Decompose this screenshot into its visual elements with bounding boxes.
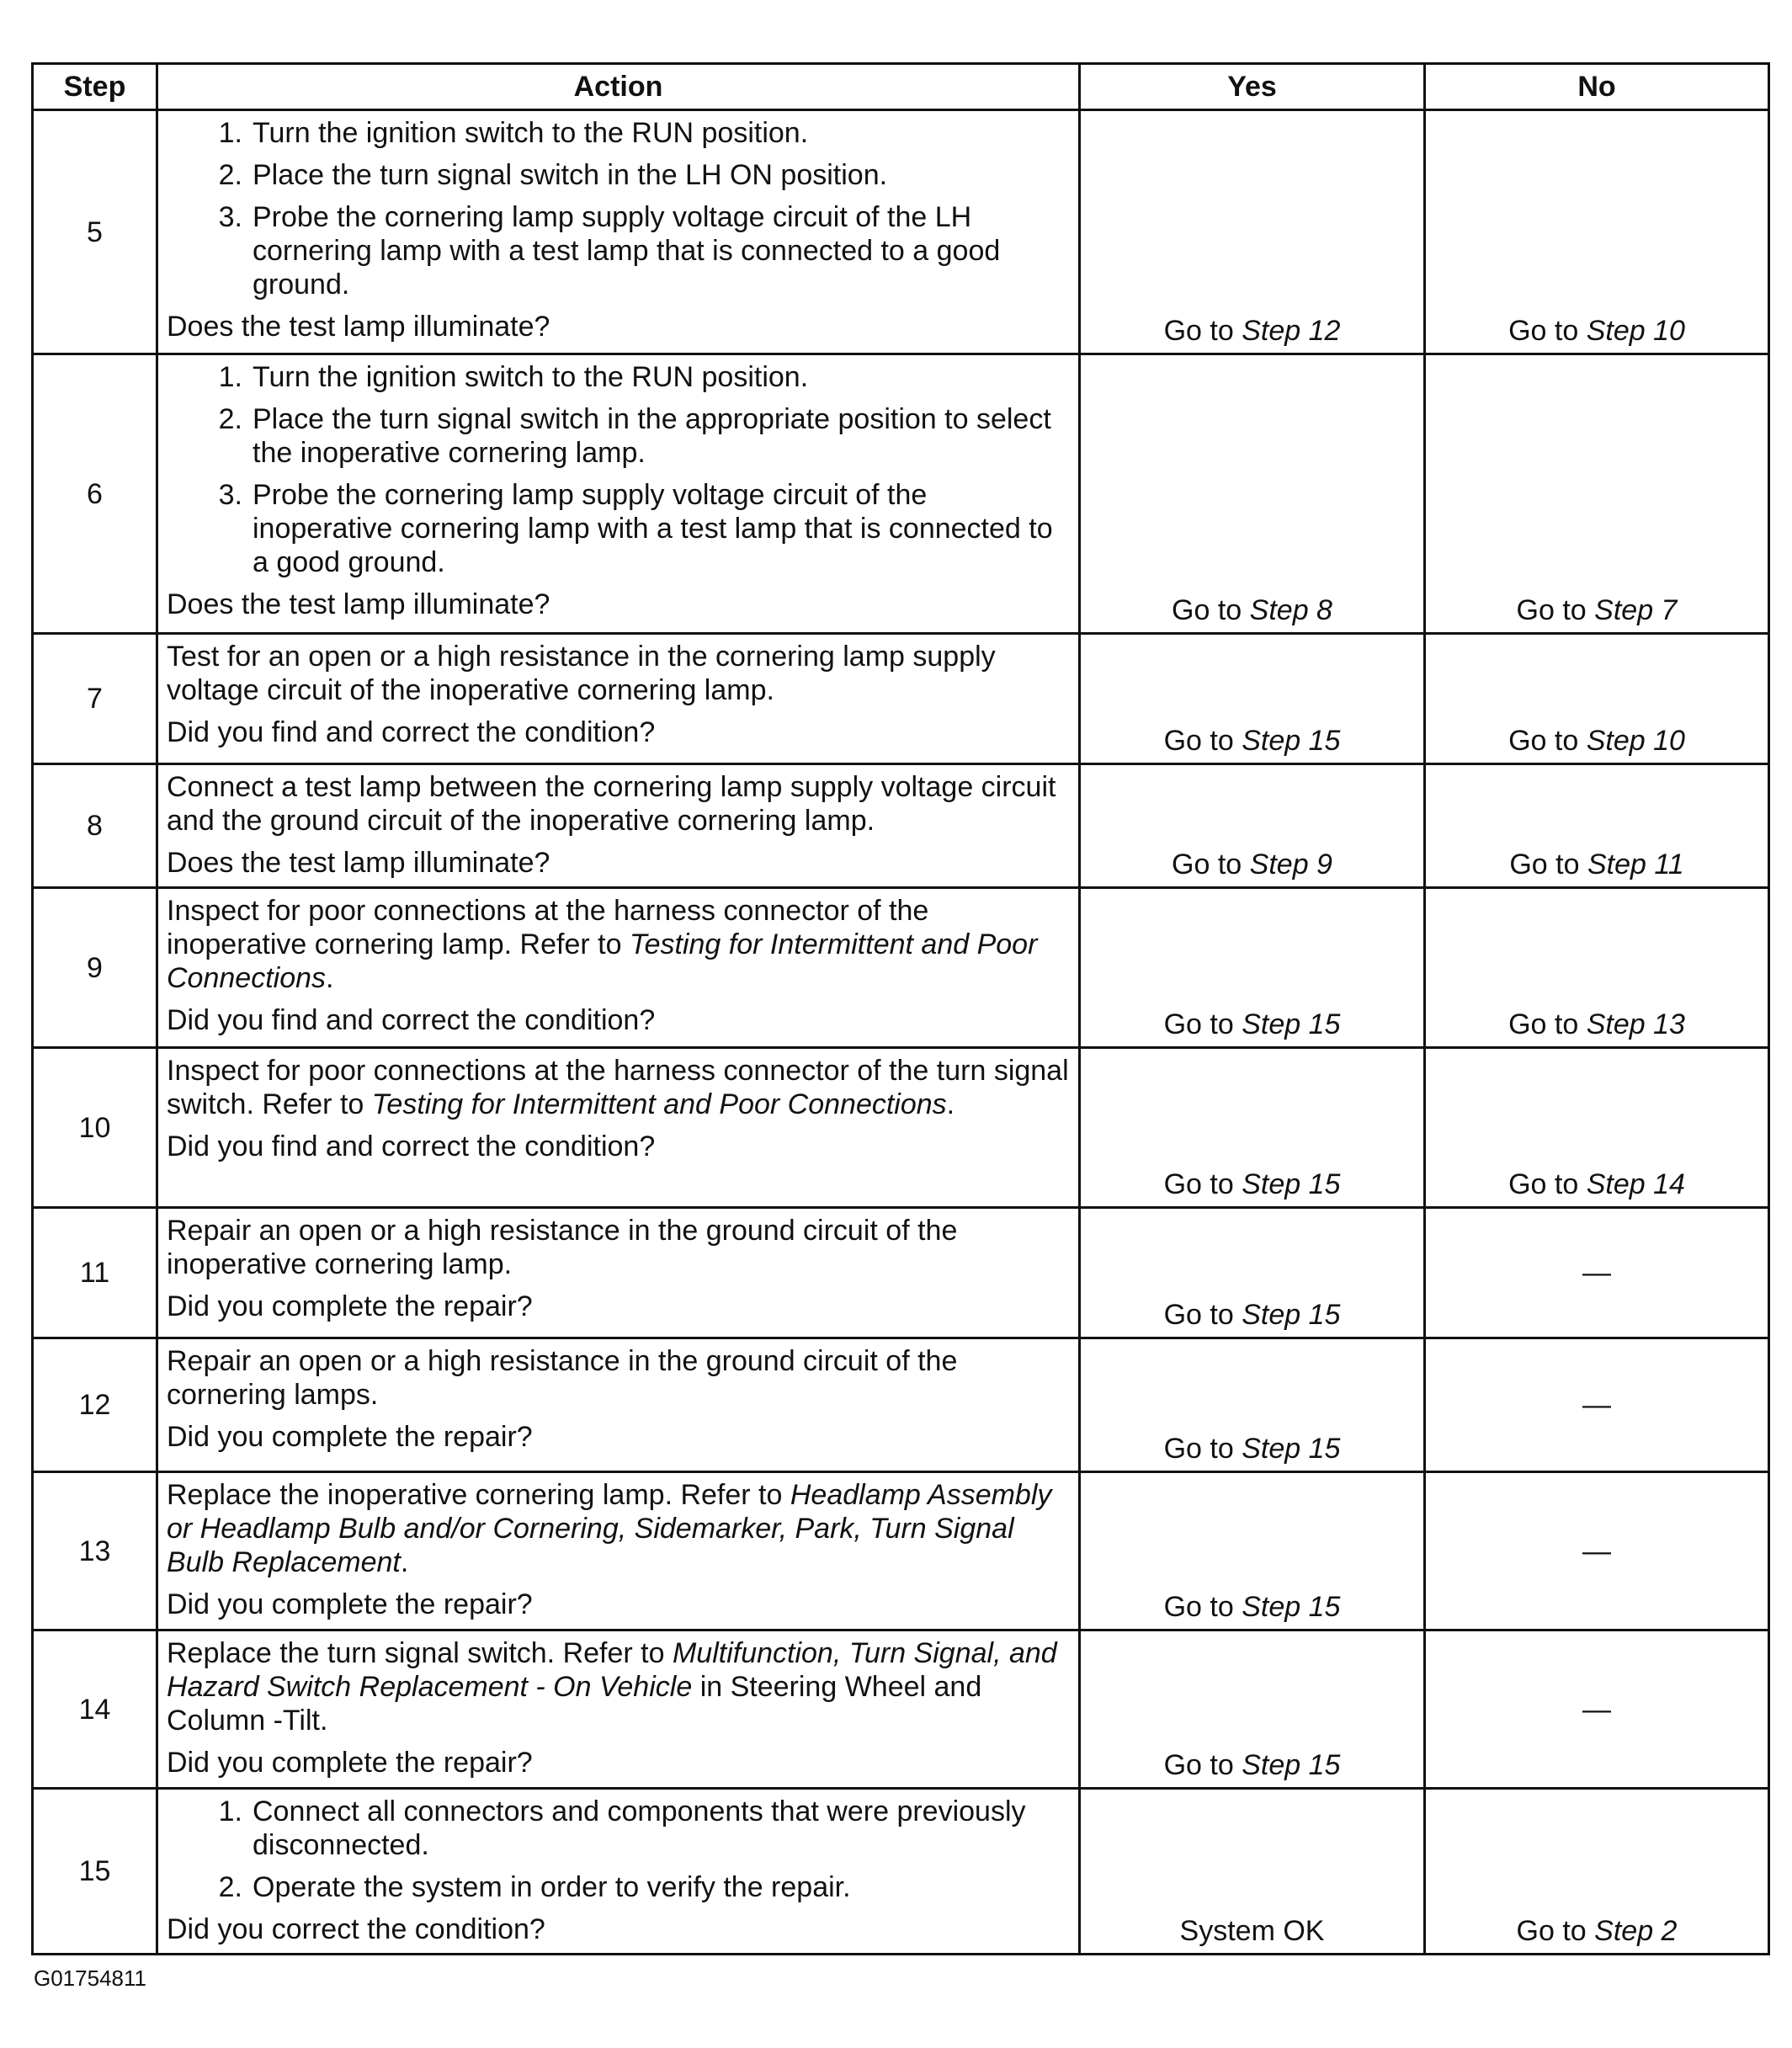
substep: 3. Probe the cornering lamp supply voltage circuit of the LH cornering lamp with a test lamp that is connected to a good ground. (218, 201, 1001, 301)
no-cell: Go to Step 11 (1425, 764, 1769, 888)
yes-cell: Go to Step 12 (1080, 110, 1425, 354)
table-row (33, 1338, 1769, 1472)
question-text: Does the test lamp illuminate? (167, 588, 550, 620)
header-action: Action (157, 64, 1080, 110)
reference-link: Testing for Intermittent and Poor Connections (371, 1088, 947, 1120)
question-text: Did you complete the repair? (167, 1421, 533, 1453)
step-number: 14 (33, 1630, 157, 1789)
question-text: Did you find and correct the condition? (167, 716, 656, 748)
no-cell: — (1425, 1208, 1769, 1338)
substep: 2. Place the turn signal switch in the LH ON position. (218, 159, 888, 191)
diagnostic-table (31, 62, 1770, 1955)
action-text: Repair an open or a high resistance in the ground circuit of the cornering lamps. (167, 1345, 958, 1411)
action-cell (157, 1472, 1080, 1630)
header-row (33, 64, 1769, 110)
yes-cell: Go to Step 15 (1080, 888, 1425, 1048)
figure-id: G01754811 (34, 1966, 146, 1991)
action-cell (157, 354, 1080, 634)
table-row (33, 634, 1769, 764)
no-cell: Go to Step 2 (1425, 1789, 1769, 1955)
substep: 1. Turn the ignition switch to the RUN position. (218, 361, 809, 393)
substep: 2. Operate the system in order to verify the repair. (218, 1871, 851, 1903)
yes-cell: Go to Step 8 (1080, 354, 1425, 634)
action-text: Connect a test lamp between the cornering lamp supply voltage circuit and the ground circuit of the inoperative cornering lamp. (167, 771, 1056, 837)
substep-list (167, 1795, 1070, 1904)
action-text: Inspect for poor connections at the harness connector of the turn signal switch. Refer to Testing for Intermittent and Poor Connections. (167, 1055, 1069, 1120)
yes-cell: Go to Step 15 (1080, 634, 1425, 764)
question-text: Did you find and correct the condition? (167, 1130, 656, 1162)
table-row (33, 110, 1769, 354)
action-cell (157, 1048, 1080, 1208)
question-text: Did you correct the condition? (167, 1913, 545, 1945)
yes-cell: System OK (1080, 1789, 1425, 1955)
no-cell: — (1425, 1472, 1769, 1630)
yes-cell: Go to Step 15 (1080, 1472, 1425, 1630)
step-number: 12 (33, 1338, 157, 1472)
step-number: 10 (33, 1048, 157, 1208)
yes-cell: Go to Step 9 (1080, 764, 1425, 888)
reference-link: Headlamp Assembly or Headlamp Bulb and/or Cornering, Sidemarker, Park, Turn Signal Bulb Replacement (167, 1479, 1052, 1578)
substep: 1. Turn the ignition switch to the RUN position. (218, 117, 809, 149)
no-cell: — (1425, 1630, 1769, 1789)
table-row (33, 1472, 1769, 1630)
step-number: 6 (33, 354, 157, 634)
reference-link: Testing for Intermittent and Poor Connections (167, 928, 1038, 994)
no-cell: Go to Step 7 (1425, 354, 1769, 634)
step-number: 8 (33, 764, 157, 888)
substep-list (167, 116, 1070, 301)
question-text: Did you find and correct the condition? (167, 1004, 656, 1036)
table-row (33, 1789, 1769, 1955)
action-text: Inspect for poor connections at the harness connector of the inoperative cornering lamp. Refer to Testing for Intermittent and Poor Connections. (167, 895, 1038, 994)
action-cell (157, 1208, 1080, 1338)
question-text: Did you complete the repair? (167, 1588, 533, 1620)
question-text: Did you complete the repair? (167, 1747, 533, 1779)
no-cell: — (1425, 1338, 1769, 1472)
substep: 3. Probe the cornering lamp supply voltage circuit of the inoperative cornering lamp with a test lamp that is connected to a good ground. (218, 479, 1053, 578)
yes-cell: Go to Step 15 (1080, 1338, 1425, 1472)
action-text: Replace the turn signal switch. Refer to Multifunction, Turn Signal, and Hazard Switch Replacement - On Vehicle in Steering Wheel and Column -Tilt. (167, 1637, 1057, 1737)
action-text: Repair an open or a high resistance in the ground circuit of the inoperative cornering lamp. (167, 1215, 958, 1280)
substep: 2. Place the turn signal switch in the appropriate position to select the inoperative cornering lamp. (218, 403, 1051, 469)
table-row (33, 764, 1769, 888)
question-text: Does the test lamp illuminate? (167, 311, 550, 343)
action-cell (157, 110, 1080, 354)
yes-cell: Go to Step 15 (1080, 1630, 1425, 1789)
question-text: Does the test lamp illuminate? (167, 847, 550, 879)
action-cell (157, 764, 1080, 888)
step-number: 11 (33, 1208, 157, 1338)
action-text: Replace the inoperative cornering lamp. Refer to Headlamp Assembly or Headlamp Bulb and/or Cornering, Sidemarker, Park, Turn Signal Bulb Replacement. (167, 1479, 1052, 1578)
action-text: Test for an open or a high resistance in the cornering lamp supply voltage circuit of the inoperative cornering lamp. (167, 641, 996, 706)
header-yes: Yes (1080, 64, 1425, 110)
yes-cell: Go to Step 15 (1080, 1208, 1425, 1338)
no-cell: Go to Step 13 (1425, 888, 1769, 1048)
action-cell (157, 888, 1080, 1048)
substep-list (167, 360, 1070, 579)
table-row (33, 1048, 1769, 1208)
question-text: Did you complete the repair? (167, 1290, 533, 1322)
reference-link: Multifunction, Turn Signal, and Hazard Switch Replacement - On Vehicle (167, 1637, 1057, 1703)
action-cell (157, 1630, 1080, 1789)
table-row (33, 1208, 1769, 1338)
step-number: 7 (33, 634, 157, 764)
header-step: Step (33, 64, 157, 110)
table-row (33, 1630, 1769, 1789)
step-number: 13 (33, 1472, 157, 1630)
no-cell: Go to Step 10 (1425, 110, 1769, 354)
header-no: No (1425, 64, 1769, 110)
action-cell (157, 1789, 1080, 1955)
table-row (33, 888, 1769, 1048)
no-cell: Go to Step 10 (1425, 634, 1769, 764)
substep: 1. Connect all connectors and components that were previously disconnected. (218, 1795, 1026, 1861)
yes-cell: Go to Step 15 (1080, 1048, 1425, 1208)
action-cell (157, 1338, 1080, 1472)
step-number: 15 (33, 1789, 157, 1955)
action-cell (157, 634, 1080, 764)
step-number: 9 (33, 888, 157, 1048)
table-row (33, 354, 1769, 634)
step-number: 5 (33, 110, 157, 354)
no-cell: Go to Step 14 (1425, 1048, 1769, 1208)
